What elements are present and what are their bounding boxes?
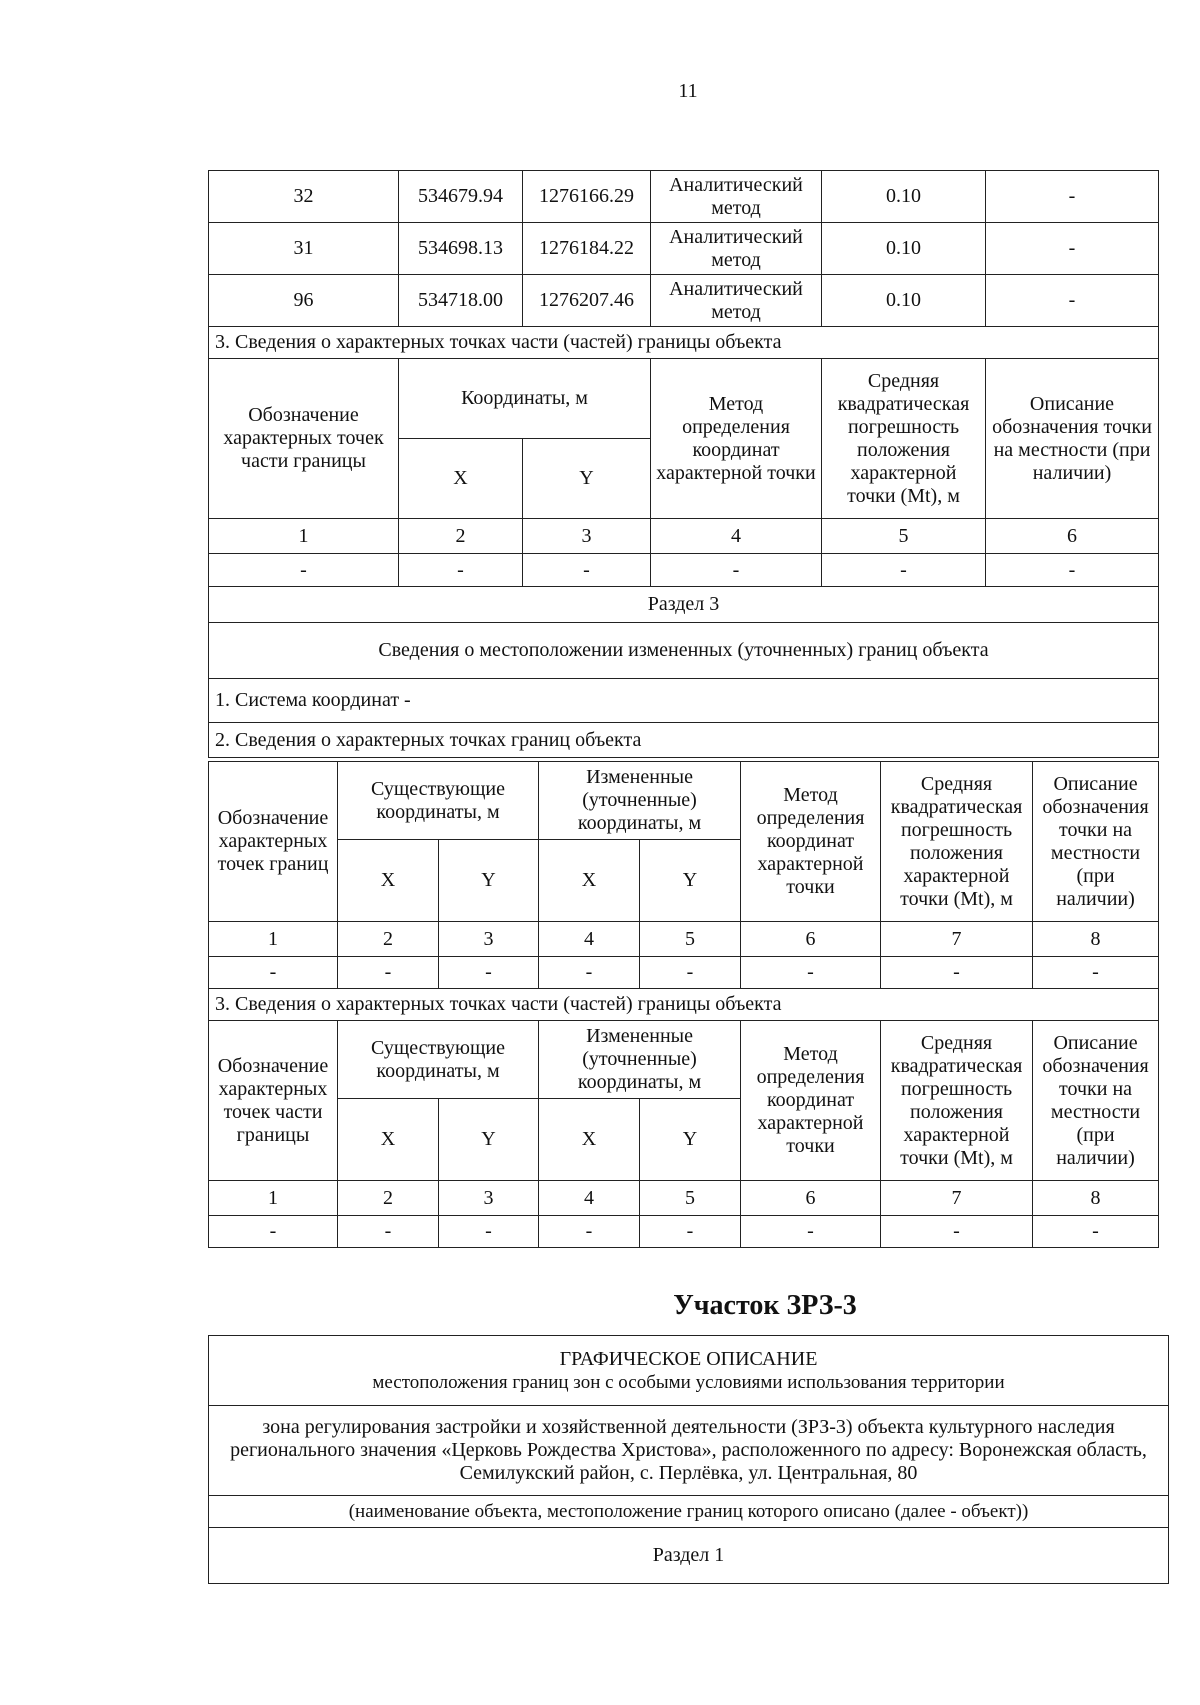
coordinate-system: 1. Система координат - [209,679,1159,723]
part-points-heading: 3. Сведения о характерных точках части (частей) границы объекта [209,327,1159,359]
col-number: 3 [523,519,651,554]
header-method: Метод определения координат характерной точки [741,762,881,922]
table-row [209,275,1159,327]
header-changed-coordinates: Измененные (уточненные) координаты, м [539,1021,741,1099]
header-designation: Обозначение характерных точек границ [209,762,338,922]
empty-cell: - [822,554,986,587]
part-points-heading: 3. Сведения о характерных точках части (частей) границы объекта [209,989,1159,1021]
coord-x: 534718.00 [399,275,523,327]
header-x: X [338,1099,439,1181]
header-description: Описание обозначения точки на местности (при наличии) [1033,1021,1159,1181]
page-number: 11 [678,80,698,102]
boundary-points-heading: 2. Сведения о характерных точках границ объекта [209,723,1159,758]
empty-cell: - [651,554,822,587]
col-number: 1 [209,1181,338,1216]
coord-y: 1276184.22 [523,223,651,275]
empty-cell: - [338,1216,439,1248]
header-accuracy: Средняя квадратическая погрешность положения характерной точки (Mt), м [881,762,1033,922]
header-coordinates: Координаты, м [399,359,651,439]
header-description: Описание обозначения точки на местности (при наличии) [986,359,1159,519]
table-row [209,223,1159,275]
section-1-label: Раздел 1 [209,1528,1169,1584]
col-number: 5 [640,1181,741,1216]
header-x: X [338,840,439,922]
empty-cell: - [986,554,1159,587]
header-y: Y [640,1099,741,1181]
col-number: 4 [539,922,640,957]
method: Аналитический метод [651,171,822,223]
graphic-description-subtitle: местоположения границ зон с особыми условиями использования территории [372,1371,1005,1393]
header-y: Y [439,840,539,922]
header-part-designation: Обозначение характерных точек части границы [209,1021,338,1181]
empty-cell: - [741,957,881,989]
point-number: 31 [209,223,399,275]
col-number: 2 [338,1181,439,1216]
col-number: 2 [338,922,439,957]
coord-x: 534698.13 [399,223,523,275]
graphic-description-box [208,1335,1169,1584]
header-accuracy: Средняя квадратическая погрешность положения характерной точки (Mt), м [822,359,986,519]
empty-cell: - [1033,1216,1159,1248]
empty-data-row [209,554,1159,587]
empty-cell: - [881,957,1033,989]
accuracy: 0.10 [822,223,986,275]
changed-boundaries-table [208,761,1159,1248]
column-numbers-row [209,922,1159,957]
method: Аналитический метод [651,223,822,275]
header-accuracy: Средняя квадратическая погрешность положения характерной точки (Mt), м [881,1021,1033,1181]
header-x: X [539,840,640,922]
column-numbers-row [209,1181,1159,1216]
description: - [986,223,1159,275]
header-method: Метод определения координат характерной точки [741,1021,881,1181]
section-3-description: Сведения о местоположении измененных (уточненных) границ объекта [209,623,1159,679]
col-number: 6 [741,1181,881,1216]
point-number: 32 [209,171,399,223]
empty-cell: - [439,957,539,989]
empty-cell: - [209,554,399,587]
empty-data-row [209,1216,1159,1248]
col-number: 7 [881,1181,1033,1216]
coord-y: 1276166.29 [523,171,651,223]
col-number: 5 [822,519,986,554]
empty-cell: - [881,1216,1033,1248]
coord-x: 534679.94 [399,171,523,223]
column-numbers-row [209,519,1159,554]
col-number: 8 [1033,1181,1159,1216]
boundary-points-table [208,170,1159,758]
header-method: Метод определения координат характерной точки [651,359,822,519]
empty-cell: - [338,957,439,989]
col-number: 4 [651,519,822,554]
empty-cell: - [539,957,640,989]
col-number: 3 [439,922,539,957]
col-number: 6 [741,922,881,957]
table-row [209,171,1159,223]
graphic-description-title: ГРАФИЧЕСКОЕ ОПИСАНИЕ [559,1347,818,1370]
header-designation: Обозначение характерных точек части границы [209,359,399,519]
empty-cell: - [523,554,651,587]
graphic-description-header [209,1336,1169,1406]
object-caption: (наименование объекта, местоположение границ которого описано (далее - объект)) [209,1496,1169,1528]
empty-cell: - [399,554,523,587]
method: Аналитический метод [651,275,822,327]
coord-y: 1276207.46 [523,275,651,327]
section-3-label: Раздел 3 [209,587,1159,623]
empty-data-row [209,957,1159,989]
header-existing-coordinates: Существующие координаты, м [338,762,539,840]
empty-cell: - [640,1216,741,1248]
empty-cell: - [439,1216,539,1248]
col-number: 3 [439,1181,539,1216]
col-number: 7 [881,922,1033,957]
col-number: 4 [539,1181,640,1216]
header-y: Y [640,840,741,922]
point-number: 96 [209,275,399,327]
col-number: 2 [399,519,523,554]
empty-cell: - [539,1216,640,1248]
accuracy: 0.10 [822,275,986,327]
header-x: X [539,1099,640,1181]
col-number: 6 [986,519,1159,554]
accuracy: 0.10 [822,171,986,223]
description: - [986,275,1159,327]
empty-cell: - [209,1216,338,1248]
empty-cell: - [640,957,741,989]
header-y: Y [523,439,651,519]
col-number: 1 [209,519,399,554]
header-existing-coordinates: Существующие координаты, м [338,1021,539,1099]
empty-cell: - [741,1216,881,1248]
header-y: Y [439,1099,539,1181]
header-description: Описание обозначения точки на местности (при наличии) [1033,762,1159,922]
empty-cell: - [1033,957,1159,989]
col-number: 8 [1033,922,1159,957]
header-x: X [399,439,523,519]
header-changed-coordinates: Измененные (уточненные) координаты, м [539,762,741,840]
object-description: зона регулирования застройки и хозяйственной деятельности (ЗРЗ-3) объекта культурного наследия регионального значения «Церковь Рождества Христова», расположенного по адресу: Воронежская область, Семилукский район, с. Перлёвка, ул. Центральная, 80 [209,1406,1169,1496]
col-number: 5 [640,922,741,957]
description: - [986,171,1159,223]
col-number: 1 [209,922,338,957]
empty-cell: - [209,957,338,989]
section-title: Участок ЗРЗ-3 [673,1290,857,1321]
